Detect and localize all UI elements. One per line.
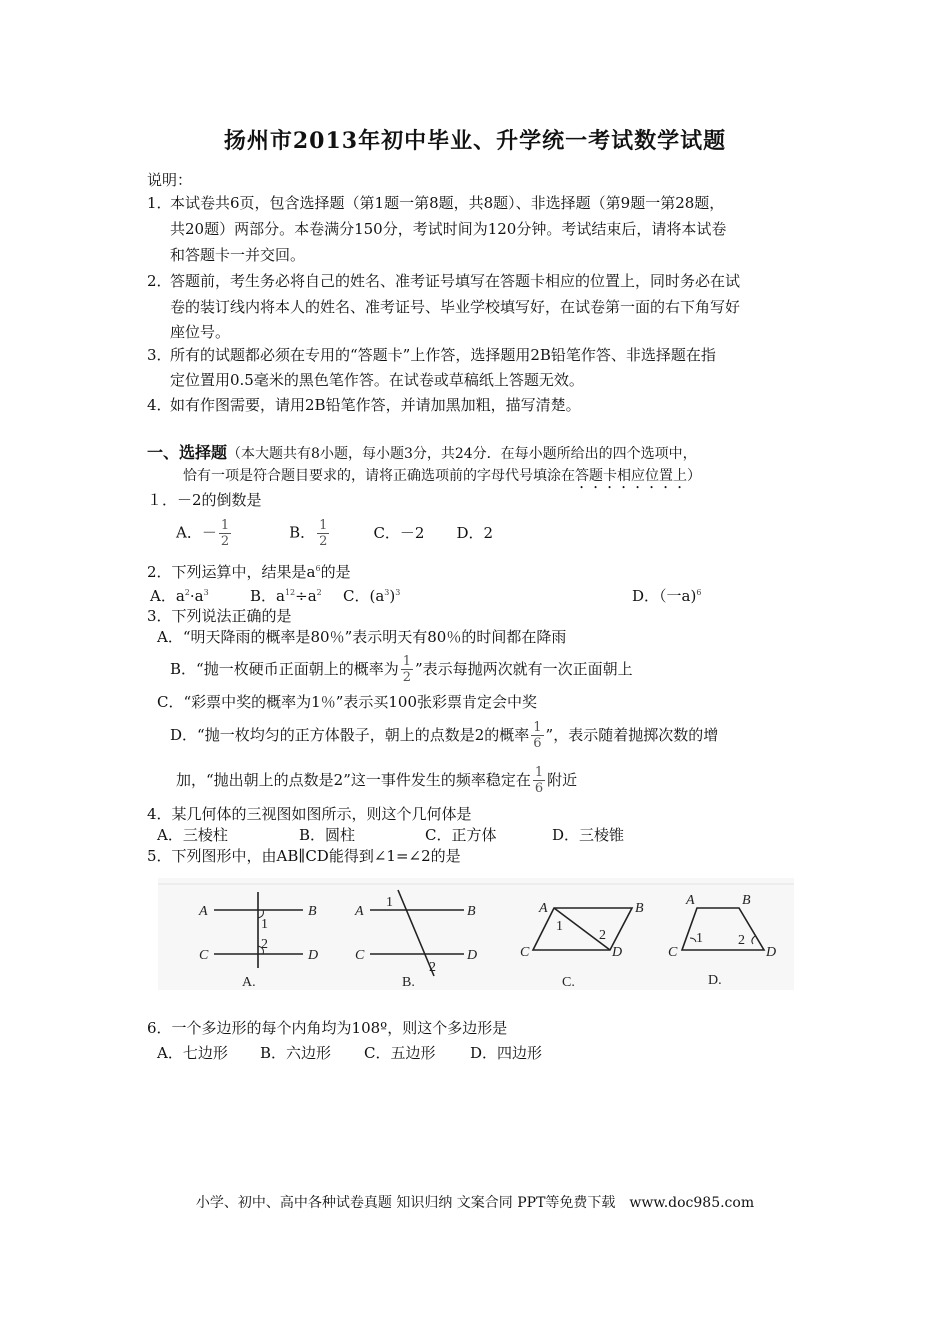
- fraction-denominator: 2: [319, 533, 328, 549]
- q4-option-c: C．正方体: [425, 826, 497, 844]
- q2-option-c: [343, 583, 400, 606]
- instruction-1-line-2: 共20题）两部分。本卷满分150分，考试时间为120分钟。考试结束后，请将本试卷: [170, 220, 727, 238]
- instruction-2-line-3: 座位号。: [170, 323, 231, 341]
- q1-option-a-label: A．－: [176, 523, 217, 541]
- instruction-1-num: 1．: [147, 194, 172, 212]
- label-angle-2: 2: [429, 960, 436, 975]
- label-angle-1: 1: [386, 895, 393, 910]
- section-1-header: [147, 443, 697, 464]
- q3-d-fraction: [531, 720, 543, 751]
- q2-c-mid: ): [389, 587, 396, 605]
- q2-b-text: B．a: [250, 587, 285, 605]
- q3-option-a: A．“明天降雨的概率是80％”表示明天有80％的时间都在降雨: [157, 628, 567, 646]
- q2-b-exp1: 12: [284, 588, 296, 597]
- q3-option-b: [170, 650, 633, 688]
- q2-option-b: [250, 583, 322, 606]
- q1-option-a: [176, 518, 233, 549]
- section-1-name: 选择题: [179, 443, 228, 462]
- q3-d-text: D．“抛一枚均匀的正方体骰子，朝上的点数是2的概率: [170, 726, 530, 744]
- label-a: A: [355, 904, 364, 919]
- q2-d-text: D．（一a): [632, 587, 697, 605]
- q1-option-b-fraction: [317, 518, 329, 549]
- q2-option-d: [632, 583, 701, 606]
- q3-d2-end: 附近: [547, 771, 578, 789]
- fraction-numerator: 1: [220, 517, 230, 533]
- q4-option-d: D．三棱锥: [552, 826, 625, 844]
- q5-figure: [158, 878, 794, 990]
- caption-d: D.: [708, 973, 722, 988]
- q4-option-b: B．圆柱: [299, 826, 356, 844]
- q2-stem-end: 的是: [320, 563, 351, 581]
- q1-option-a-fraction: [219, 518, 231, 549]
- q4-stem: 4．某几何体的三视图如图所示，则这个几何体是: [147, 805, 472, 823]
- label-d: D: [766, 945, 777, 960]
- instruction-4-line-1: 如有作图需要，请用2B铅笔作答，并请加黑加粗，描写清楚。: [170, 396, 581, 414]
- fraction-numerator: 1: [402, 653, 411, 669]
- q1-option-d: D．2: [456, 524, 494, 542]
- q2-b-exp2: 2: [316, 588, 322, 597]
- instruction-3-line-2: 定位置用0.5毫米的黑色笔作答。在试卷或草稿纸上答题无效。: [170, 371, 584, 389]
- label-b: B: [467, 904, 476, 919]
- fraction-denominator: 6: [534, 780, 544, 796]
- label-c: C: [520, 945, 530, 960]
- q3-b-fraction: [401, 654, 413, 685]
- label-d: D: [612, 945, 623, 960]
- q3-d2-fraction: [533, 765, 545, 796]
- fraction-numerator: 1: [533, 719, 542, 735]
- label-a: A: [199, 904, 208, 919]
- q2-stem: [147, 559, 351, 582]
- instruction-2-line-1: 答题前，考生务必将自己的姓名、准考证号填写在答题卡相应的位置上，同时务必在试: [170, 272, 741, 290]
- caption-c: C.: [562, 975, 575, 990]
- q2-stem-text: 2．下列运算中，结果是a: [147, 563, 316, 581]
- label-c: C: [668, 945, 678, 960]
- label-b: B: [742, 893, 751, 908]
- q2-d-exp: 6: [696, 588, 702, 597]
- q3-option-d: [170, 716, 718, 754]
- fraction-denominator: 2: [402, 669, 411, 685]
- instruction-3-line-1: 所有的试题都必须在专用的“答题卡”上作答，选择题用2B铅笔作答、非选择题在指: [170, 346, 716, 364]
- instruction-3-num: 3．: [147, 346, 172, 364]
- section-1-desc-1: （本大题共有8小题，每小题3分，共24分．在每小题所给出的四个选项中，: [227, 446, 697, 462]
- q2-a-exp2: 3: [203, 588, 209, 597]
- instructions-heading: 说明：: [147, 171, 193, 189]
- instruction-1-line-3: 和答题卡一并交回。: [170, 246, 306, 264]
- instruction-2-num: 2．: [147, 272, 172, 290]
- fraction-denominator: 6: [533, 735, 542, 751]
- q2-a-exp1: 2: [184, 588, 190, 597]
- q3-stem: 3．下列说法正确的是: [147, 607, 292, 625]
- label-d: D: [308, 948, 319, 963]
- q2-b-mid: ÷a: [295, 587, 317, 605]
- instruction-4-num: 4．: [147, 396, 172, 414]
- section-1-desc-2: [183, 466, 701, 492]
- label-angle-2: 2: [261, 937, 268, 952]
- label-d: D: [467, 948, 478, 963]
- instruction-2-line-2: 卷的装订线内将本人的姓名、准考证号、毕业学校填写好，在试卷第一面的右下角写好: [170, 298, 741, 316]
- q2-a-text: A．a: [150, 587, 185, 605]
- label-c: C: [355, 948, 365, 963]
- section-1-desc-2-text: 恰有一项是符合题目要求的，请将正确选项前的字母代号填涂在: [183, 468, 575, 484]
- q3-d2-text: 加，“抛出朝上的点数是2”这一事件发生的频率稳定在: [176, 771, 531, 789]
- q2-c-exp2: 3: [395, 588, 401, 597]
- q1-option-b-label: B．: [289, 523, 316, 541]
- q1-option-c: C．－2: [373, 524, 425, 542]
- label-c: C: [199, 948, 209, 963]
- q1-options: [176, 512, 493, 554]
- q3-d-end: ”，表示随着抛掷次数的增: [545, 726, 719, 744]
- q1-stem: １．－2的倒数是: [147, 491, 262, 509]
- q4-option-a: A．三棱柱: [157, 826, 228, 844]
- q2-stem-exponent: 6: [315, 564, 321, 573]
- q6-stem: 6．一个多边形的每个内角均为108º，则这个多边形是: [147, 1019, 508, 1037]
- fraction-numerator: 1: [534, 764, 544, 780]
- q3-b-end: ”表示每抛两次就有一次正面朝上: [414, 660, 633, 678]
- label-angle-1: 1: [261, 917, 268, 932]
- label-a: A: [686, 893, 695, 908]
- q6-option-d: D．四边形: [470, 1044, 543, 1062]
- q6-option-a: A．七边形: [157, 1044, 228, 1062]
- label-angle-1: 1: [556, 919, 563, 934]
- q5-stem: 5．下列图形中，由AB∥CD能得到∠1=∠2的是: [147, 847, 461, 865]
- q6-option-b: B．六边形: [260, 1044, 332, 1062]
- label-angle-2: 2: [599, 928, 606, 943]
- fraction-numerator: 1: [319, 517, 328, 533]
- label-a: A: [539, 901, 548, 916]
- section-1-number: 一、: [147, 443, 180, 462]
- label-angle-2: 2: [738, 933, 745, 948]
- label-b: B: [308, 904, 317, 919]
- q2-a-mid: ·a: [189, 587, 204, 605]
- page-title: 扬州市2013年初中毕业、升学统一考试数学试题: [223, 128, 727, 154]
- label-b: B: [635, 901, 644, 916]
- q2-c-exp1: 3: [384, 588, 390, 597]
- label-angle-1: 1: [696, 931, 703, 946]
- section-1-desc-2-end: ）: [687, 468, 701, 484]
- section-1-desc-2-emphasis: 答题卡相应位置上: [575, 468, 687, 484]
- q6-option-c: C．五边形: [364, 1044, 436, 1062]
- q2-option-a: [150, 583, 209, 606]
- q3-b-text: B．“抛一枚硬币正面朝上的概率为: [170, 660, 399, 678]
- caption-a: A.: [242, 975, 256, 990]
- instruction-1-line-1: 本试卷共6页，包含选择题（第1题一第8题，共8题）、非选择题（第9题一第28题，: [170, 194, 725, 212]
- fraction-denominator: 2: [220, 533, 230, 549]
- q2-c-text: C．(a: [343, 587, 385, 605]
- caption-b: B.: [402, 975, 415, 990]
- q1-option-b: [289, 518, 331, 549]
- q3-option-c: C．“彩票中奖的概率为1％”表示买100张彩票肯定会中奖: [157, 693, 537, 711]
- q3-option-d-continued: [176, 761, 577, 799]
- page-footer: 小学、初中、高中各种试卷真题 知识归纳 文案合同 PPT等免费下载 www.doc985.com: [195, 1195, 755, 1211]
